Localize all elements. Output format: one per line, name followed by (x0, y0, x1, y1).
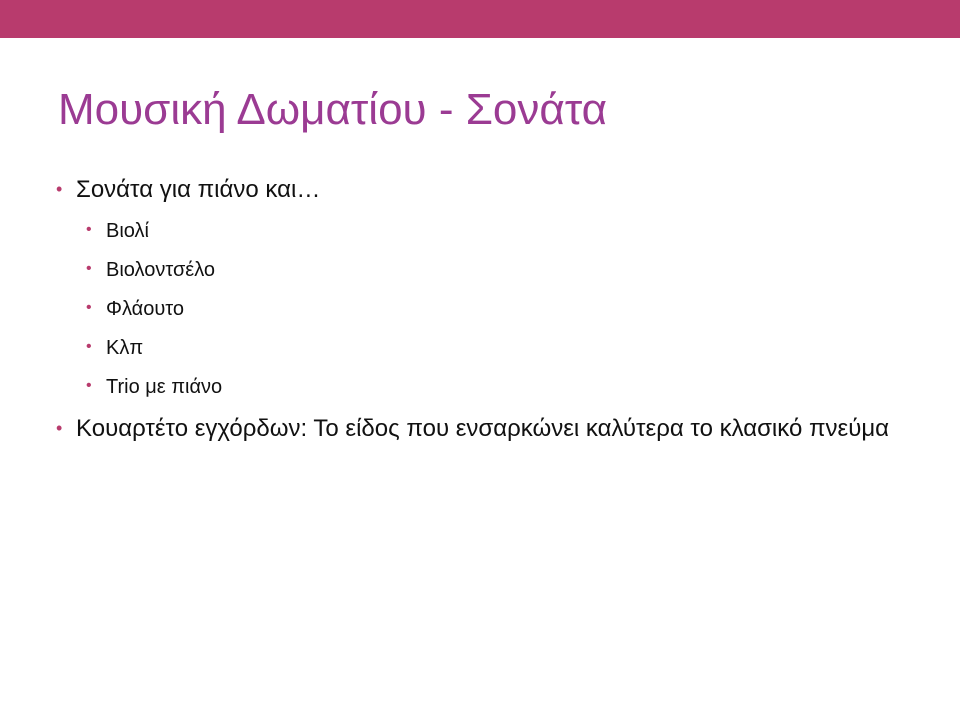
sub-bullet-text: Trio με πιάνο (106, 376, 223, 398)
bullet-dot-icon: • (86, 338, 92, 355)
bullet-dot-icon: • (56, 179, 63, 199)
sub-bullet-text: Βιολί (106, 220, 149, 242)
sub-bullet-item (56, 373, 906, 401)
sub-bullet-text: Βιολοντσέλο (106, 259, 216, 281)
bullet-dot-icon: • (86, 377, 92, 394)
sub-bullet-text: Φλάουτο (106, 298, 185, 320)
bullet-dot-icon: • (86, 299, 92, 316)
bullet-dot-icon: • (86, 221, 92, 238)
sub-bullet-item (56, 295, 906, 323)
sub-bullet-item (56, 334, 906, 362)
sub-bullet-item (56, 256, 906, 284)
bullet-text: Σονάτα για πιάνο και… (76, 176, 321, 203)
bullet-dot-icon: • (86, 260, 92, 277)
bullet-item (56, 413, 906, 445)
sub-bullet-item (56, 217, 906, 245)
bullet-text: Κουαρτέτο εγχόρδων: Το είδος που ενσαρκώνει καλύτερα το κλασικό πνεύμα (76, 415, 890, 442)
slide-title: Μουσική Δωματίου - Σονάτα (58, 85, 608, 134)
sub-bullet-text: Κλπ (106, 337, 144, 359)
top-accent-bar (0, 0, 960, 38)
slide-content (56, 174, 906, 445)
bullet-item (56, 174, 906, 206)
bullet-dot-icon: • (56, 418, 63, 438)
